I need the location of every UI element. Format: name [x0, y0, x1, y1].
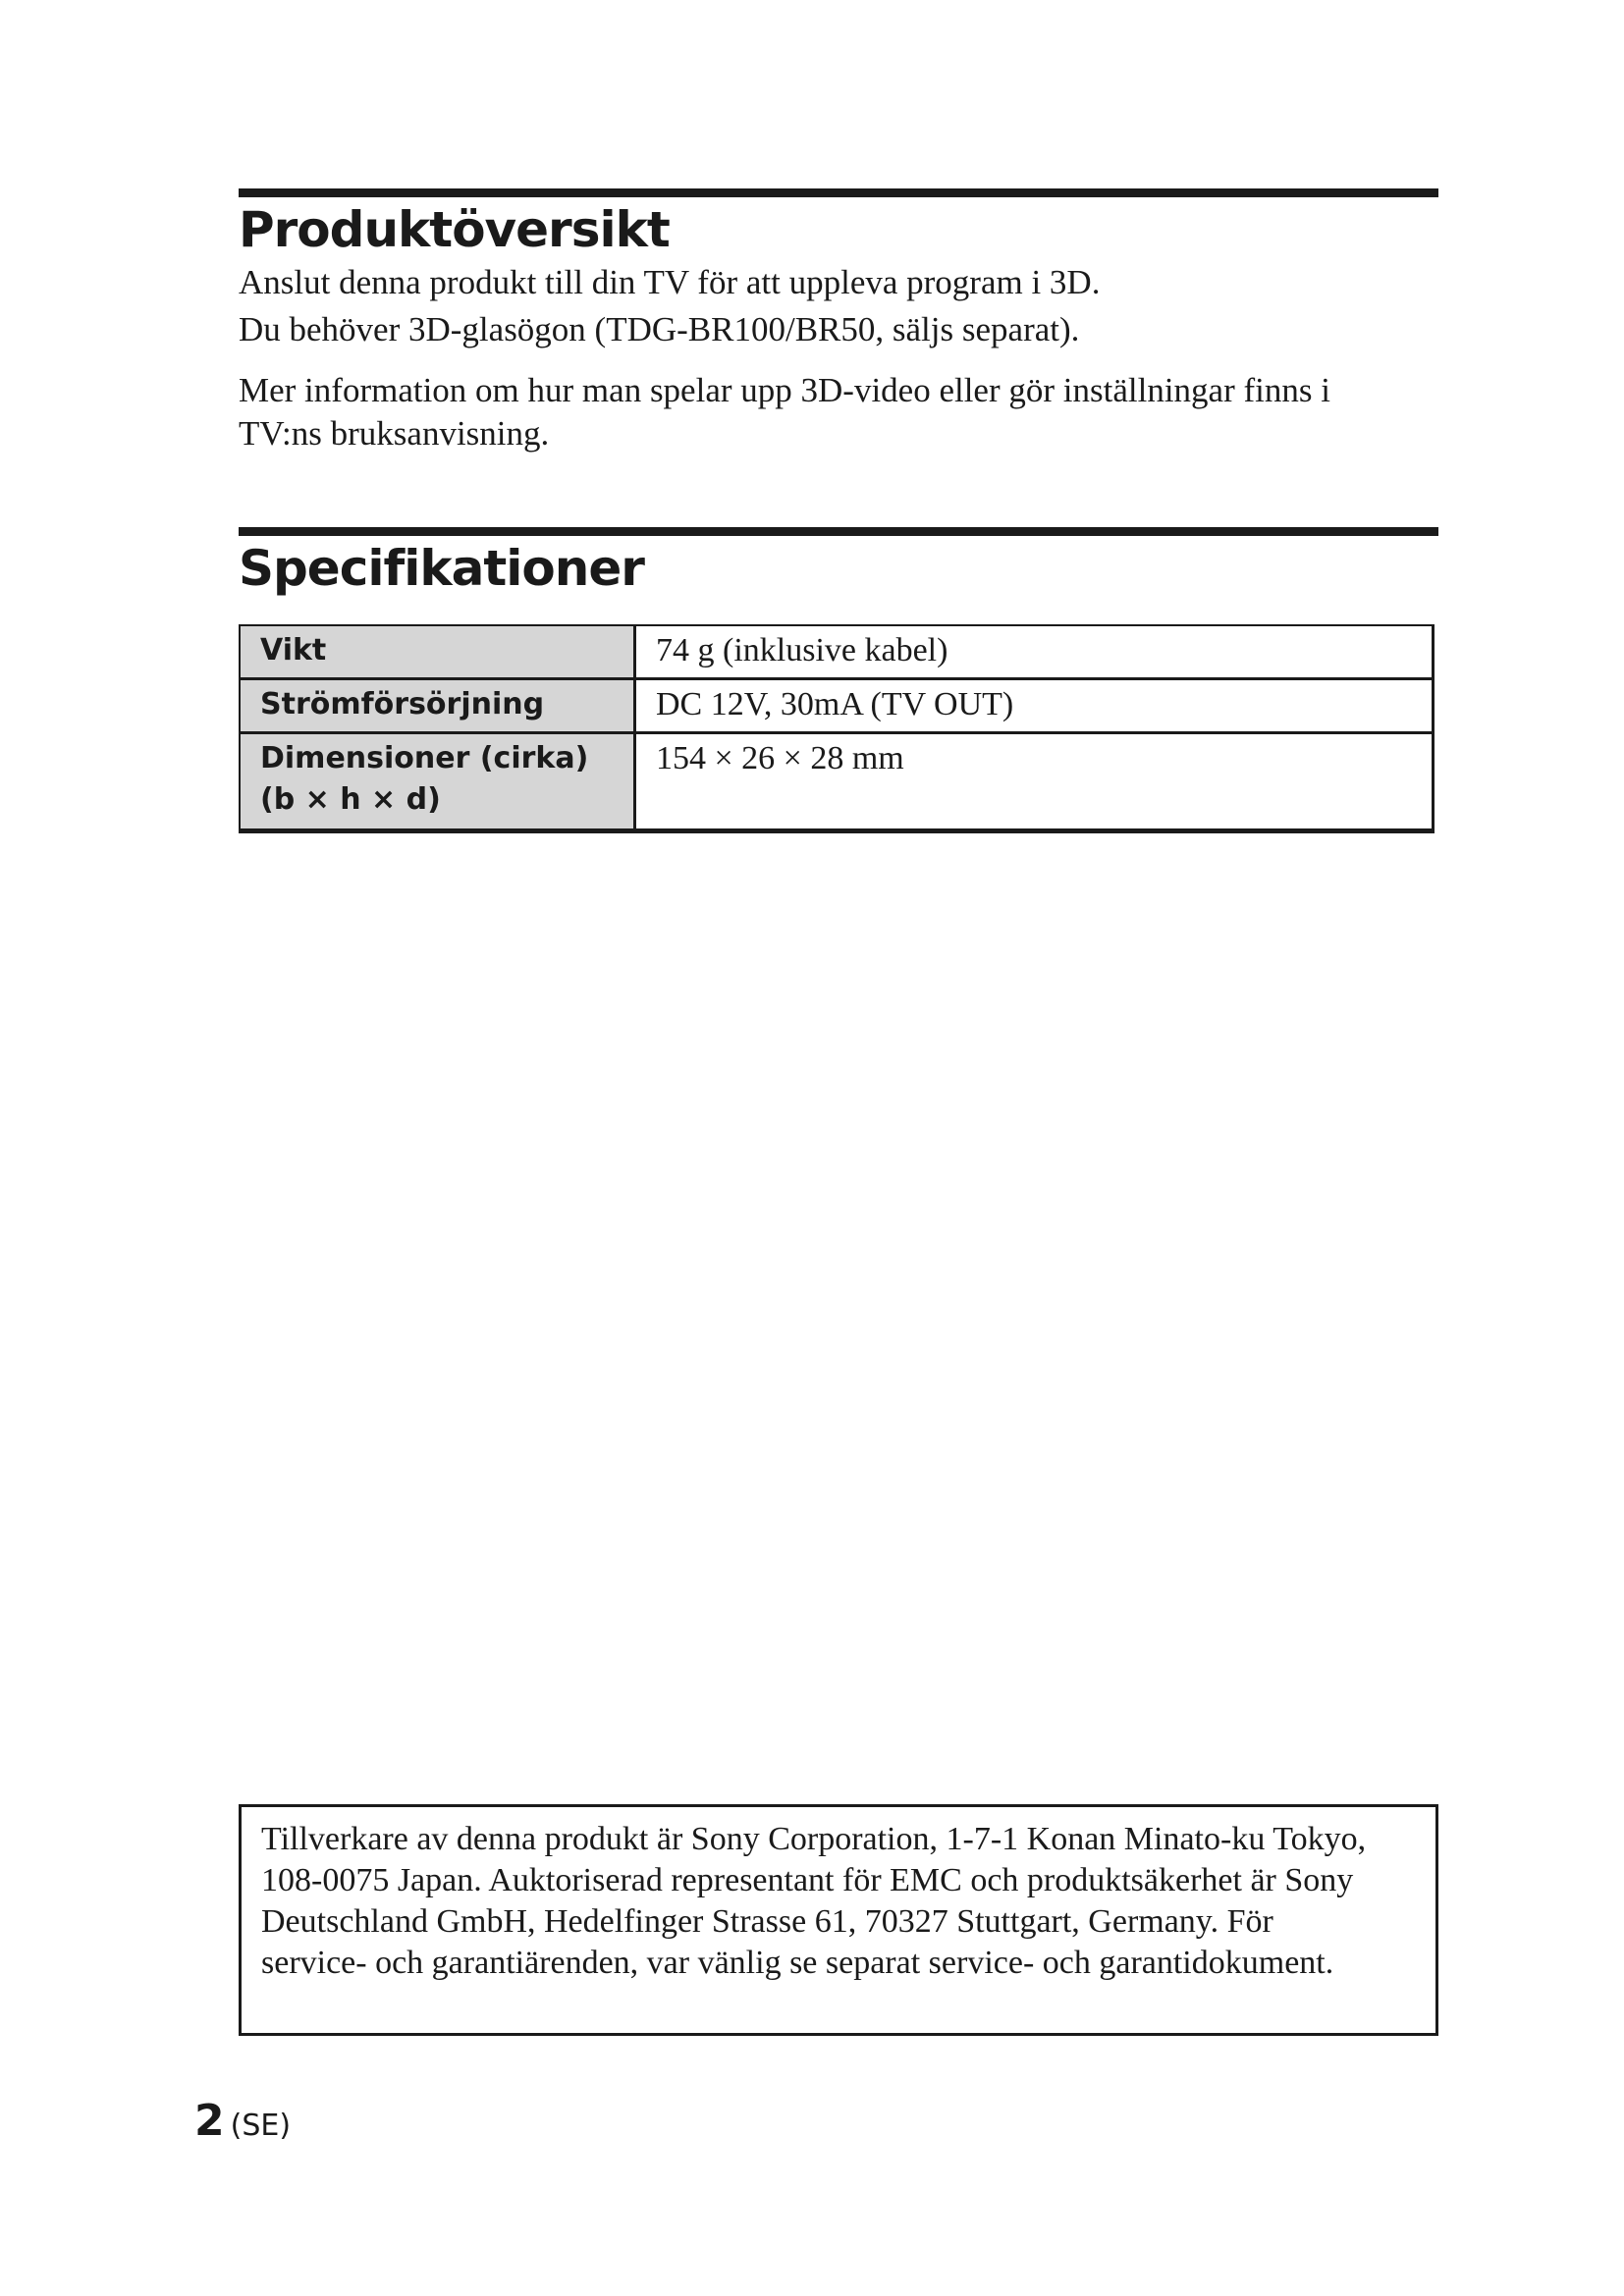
manufacturer-notice [239, 1804, 1438, 2036]
overview-heading: Produktöversikt [239, 201, 670, 258]
page-footer [194, 2096, 291, 2146]
spec-value: 154 × 26 × 28 mm [635, 733, 1434, 831]
specs-heading-rule [239, 527, 1438, 536]
overview-paragraph-3: Mer information om hur man spelar upp 3D-video eller gör inställningar finns i TV:ns bruksanvisning. [239, 371, 1330, 453]
page-number: 2 [194, 2096, 225, 2146]
specs-row-weight [240, 625, 1434, 679]
manufacturer-text: Tillverkare av denna produkt är Sony Corporation, 1-7-1 Konan Minato-ku Tokyo, 108-0075 Japan. Auktoriserad representant för EMC och produktsäkerhet är Sony Deutschland GmbH, Hedelfinger Strasse 61, 70327 Stuttgart, Germany. För service- och garantiärenden, var vänlig se separat service- och garantidokument. [261, 1821, 1367, 1981]
specs-heading: Specifikationer [239, 540, 644, 597]
spec-label: Vikt [240, 625, 635, 679]
spec-label: Strömförsörjning [240, 679, 635, 733]
specs-section [239, 527, 1438, 596]
overview-paragraph-2: Du behöver 3D-glasögon (TDG-BR100/BR50, säljs separat). [239, 310, 1080, 348]
page-language: (SE) [230, 2109, 292, 2143]
spec-label: Dimensioner (cirka) (b × h × d) [240, 733, 635, 831]
overview-heading-rule [239, 188, 1438, 197]
spec-value: 74 g (inklusive kabel) [656, 632, 948, 668]
specs-table [239, 624, 1435, 833]
overview-paragraph-1: Anslut denna produkt till din TV för att uppleva program i 3D. [239, 263, 1101, 301]
specs-row-dimensions [240, 733, 1434, 831]
overview-section [239, 188, 1438, 455]
specs-row-power [240, 679, 1434, 733]
spec-value: DC 12V, 30mA (TV OUT) [635, 679, 1434, 733]
